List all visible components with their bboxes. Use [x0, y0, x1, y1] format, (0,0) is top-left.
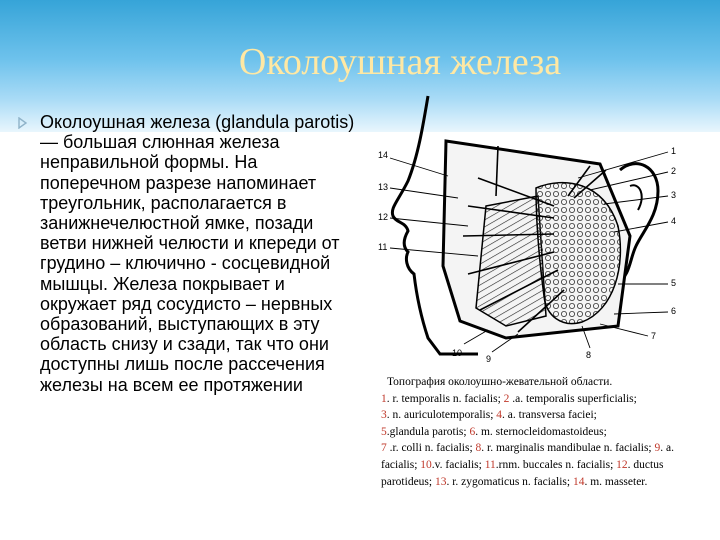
figure-caption: [381, 374, 701, 490]
caption-title: Топография околоушно-жевательной области.: [387, 376, 613, 388]
caption-number: 14: [572, 475, 585, 488]
figure-label: 7: [651, 331, 657, 341]
figure-label: 14: [378, 150, 389, 160]
caption-number: 1: [381, 392, 387, 405]
caption-item: .v. facialis;: [431, 458, 485, 471]
figure-label: 1: [671, 146, 677, 156]
figure-label: 13: [378, 182, 389, 192]
caption-item: .rnm. buccales n. facialis;: [495, 458, 617, 471]
slide-title: Околоушная железа: [238, 41, 562, 83]
caption-item: . r. zygomaticus n. facialis;: [446, 475, 573, 488]
figure-label: 10: [452, 348, 463, 358]
bullet-icon: [18, 117, 28, 129]
caption-number: 11: [484, 458, 496, 471]
caption-number: 3: [381, 409, 387, 422]
caption-number: 2: [503, 392, 510, 405]
caption-number: 10: [420, 458, 432, 471]
figure-label: 3: [671, 190, 677, 200]
caption-item: . a. transversa faciei;: [502, 409, 597, 422]
caption-number: 8: [475, 442, 482, 455]
caption-number: 5: [381, 425, 387, 438]
caption-number: 13: [434, 475, 447, 488]
caption-item: . ductus parotideus;: [381, 458, 664, 488]
figure-label: 11: [378, 242, 388, 252]
caption-number: 6: [469, 425, 476, 438]
anatomy-illustration: [368, 86, 708, 372]
caption-item: .r. colli n. facialis;: [386, 442, 476, 455]
caption-item: . a. facialis;: [381, 442, 674, 471]
caption-item: . n. auriculotemporalis;: [386, 409, 497, 422]
slide-body-text: Околоушная железа (glandula parotis) — большая слюнная железа неправильной формы. На поперечном разрезе напоминает треугольник, располагается в занижнечелюстной ямке, позади ветви нижней челюсти и кпереди от грудино – ключично - сосцевидной мышцы. Железа покрывает и окружает ряд сосудисто – нервных образований, выступающих в эту область снизу и сзади, так что они доступны лишь после рассечения железы на всем ее протяжении: [40, 112, 355, 395]
figure-label: 4: [671, 216, 677, 226]
figure-label: 9: [486, 354, 492, 364]
figure-label: 8: [586, 350, 592, 360]
figure-label: 6: [671, 306, 677, 316]
caption-item: . m. masseter.: [584, 475, 648, 488]
figure-label: 12: [378, 212, 389, 222]
caption-item: .glandula parotis;: [386, 425, 470, 438]
caption-number: 12: [616, 458, 628, 471]
caption-number: 9: [654, 442, 661, 455]
caption-item: .a. temporalis superficialis;: [509, 392, 637, 405]
caption-item: . r. temporalis n. facialis;: [386, 392, 504, 405]
caption-item: . m. sternocleidomastoideus;: [475, 425, 607, 438]
caption-item: . r. marginalis mandibulae n. facialis;: [481, 442, 655, 455]
figure-label: 5: [671, 278, 677, 288]
caption-number: 4: [496, 409, 503, 422]
figure-label: 2: [671, 166, 677, 176]
caption-number: 7: [381, 442, 387, 455]
